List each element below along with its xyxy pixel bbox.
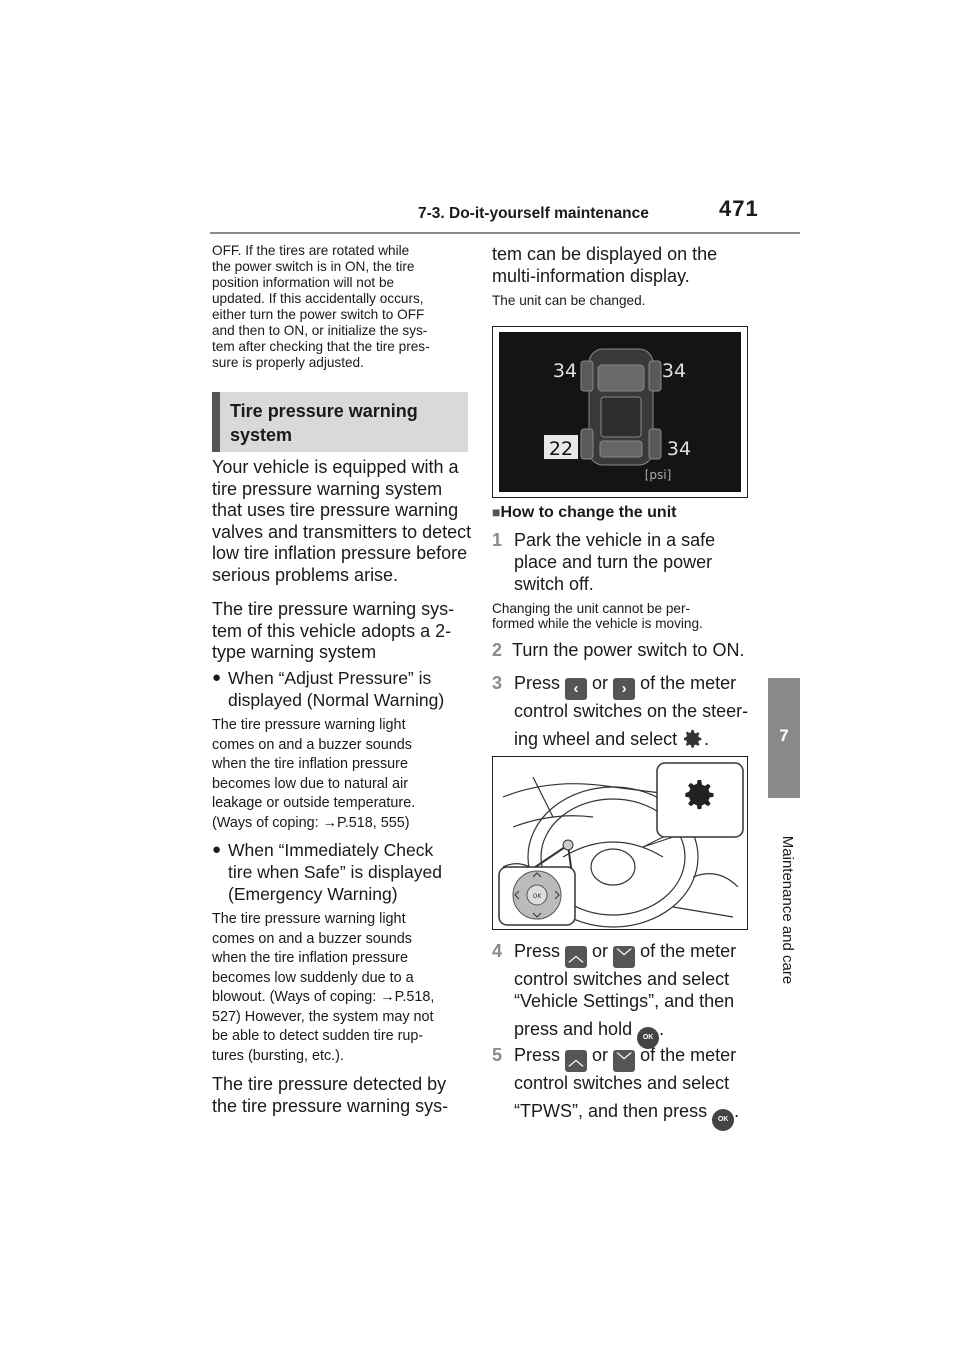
step-1: 1 Park the vehicle in a safe place and turn the power switch off.	[492, 530, 716, 594]
header-divider	[210, 232, 800, 234]
rear-left-pressure: 22	[548, 438, 574, 460]
bullet-emergency-warning: ● When “Immediately Check tire when Safe” is displayed (Emergency Warning)	[212, 840, 442, 904]
normal-warning-description: The tire pressure warning light comes on and a buzzer sounds when the tire inflation pressure becomes low due to natural air leakage or outside temperature. (Ways of coping: →P.518, 555)	[212, 717, 416, 831]
left-arrow-button-icon: ‹	[565, 678, 587, 700]
howto-heading: ■How to change the unit	[492, 504, 677, 521]
ok-button-icon: OK	[712, 1109, 734, 1131]
section-heading-box	[212, 392, 468, 452]
step-2: 2 Turn the power switch to ON.	[492, 640, 745, 660]
chapter-number: 7	[779, 726, 789, 745]
chapter-label: Maintenance and care	[779, 835, 796, 985]
steering-wheel-figure	[492, 756, 748, 930]
detected-pressure-paragraph: The tire pressure detected by the tire pressure warning sys-	[212, 1074, 449, 1116]
front-right-pressure: 34	[661, 360, 687, 382]
section-header: 7-3. Do-it-yourself maintenance	[418, 205, 649, 222]
step-1-note: Changing the unit cannot be per- formed while the vehicle is moving.	[492, 601, 703, 631]
continued-paragraph: tem can be displayed on the multi-information display.	[492, 244, 718, 286]
down-arrow-button-icon: ﹀	[613, 1050, 635, 1072]
rear-right-pressure: 34	[666, 438, 692, 460]
ok-button-icon: OK	[637, 1027, 659, 1049]
step-4: 4 Press ︿ or ﹀ of the meter control switches and select “Vehicle Settings”, and then press and hold OK .	[492, 940, 762, 1049]
steering-wheel-illustration	[493, 757, 747, 929]
intro-paragraph: Your vehicle is equipped with a tire pressure warning system that uses tire pressure warning valves and transmitters to detect low tire inflation pressure before serious problems arise.	[212, 457, 472, 585]
up-arrow-button-icon: ︿	[565, 1050, 587, 1072]
bullet-dot-icon: ●	[212, 841, 222, 858]
tire-pressure-display-figure	[492, 326, 748, 498]
warning-types-paragraph: The tire pressure warning sys- tem of this vehicle adopts a 2- type warning system	[212, 599, 455, 663]
pressure-unit: [psi]	[644, 468, 672, 482]
chapter-tab	[768, 678, 800, 798]
step-5: 5 Press ︿ or ﹀ of the meter control switches and select “TPWS”, and then press OK .	[492, 1044, 762, 1131]
tire-pressure-display	[493, 327, 747, 497]
step-3: 3 Press ‹ or › of the meter control switches on the steer- ing wheel and select .	[492, 673, 749, 749]
bullet-dot-icon: ●	[212, 669, 222, 686]
front-left-pressure: 34	[552, 360, 578, 382]
right-arrow-button-icon: ›	[613, 678, 635, 700]
bullet-normal-warning: ● When “Adjust Pressure” is displayed (Normal Warning)	[212, 668, 445, 710]
gear-icon	[682, 728, 704, 750]
emergency-warning-description: The tire pressure warning light comes on and a buzzer sounds when the tire inflation pressure becomes low suddenly due to a blowout. (Ways of coping: →P.518, 527) However, the system may not be able to detect sudden tire rup- tures (bursting, etc.).	[212, 911, 435, 1064]
section-heading: Tire pressure warning system	[230, 401, 418, 445]
intro-text: OFF. If the tires are rotated while the power switch is in ON, the tire position information will not be updated. If this accidentally occurs, either turn the power switch to OFF and then to ON, or initialize the sys- tem after checking that the tire pres- sure is properly adjusted.	[212, 243, 430, 370]
square-bullet-icon: ■	[492, 504, 501, 520]
page-number: 471	[719, 196, 759, 221]
up-arrow-button-icon: ︿	[565, 946, 587, 968]
control-pad-ok-label: OK	[532, 893, 542, 900]
down-arrow-button-icon: ﹀	[613, 946, 635, 968]
unit-note: The unit can be changed.	[492, 293, 646, 308]
